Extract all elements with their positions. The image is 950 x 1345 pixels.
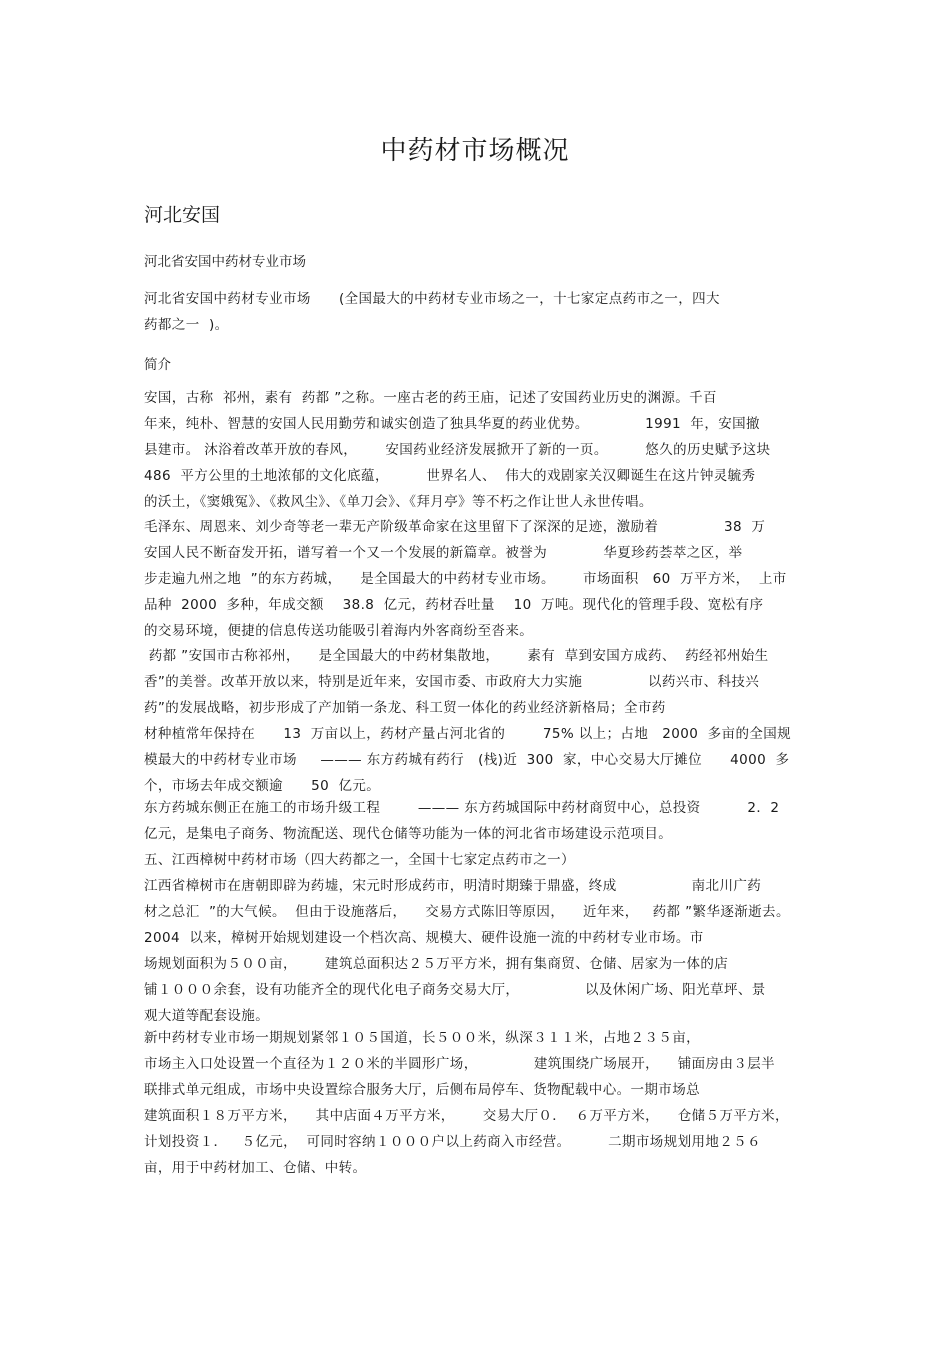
text-line: 模最大的中药材专业市场 ——— 东方药城有药行 (栈)近 300 家，中心交易大厅摊位 4000 多 xyxy=(144,752,790,768)
text-line: 材之总汇 ”的大气候。 但由于设施落后， 交易方式陈旧等原因， 近年来， 药都 ”繁华逐渐逝去。 xyxy=(144,904,790,920)
text-line: 的交易环境，便捷的信息传送功能吸引着海内外客商纷至沓来。 xyxy=(144,623,534,639)
text-line: 东方药城东侧正在施工的市场升级工程 ——— 东方药城国际中药材商贸中心，总投资 2．2 xyxy=(144,800,780,816)
section-heading: 河北安国 xyxy=(144,204,221,226)
text-line: 亿元，是集电子商务、物流配送、现代仓储等功能为一体的河北省市场建设示范项目。 xyxy=(144,826,673,842)
intro-label: 简介 xyxy=(144,357,171,373)
text-line: 2004 以来，樟树开始规划建设一个档次高、规模大、硬件设施一流的中药材专业市场。市 xyxy=(144,930,704,946)
text-line: 五、江西樟树中药材市场（四大药都之一，全国十七家定点药市之一） xyxy=(144,852,575,868)
text-line: 计划投资１． ５亿元， 可同时容纳１０００户以上药商入市经营。 二期市场规划用地２５６ xyxy=(144,1134,761,1150)
market-subtitle: 河北省安国中药材专业市场 xyxy=(144,254,306,270)
paragraph-zhangshu xyxy=(144,795,809,1029)
paragraph-history xyxy=(144,385,809,515)
intro-paragraph xyxy=(144,286,809,338)
text-line: 亩，用于中药材加工、仓储、中转。 xyxy=(144,1160,367,1176)
text-line: 步走遍九州之地 ”的东方药城， 是全国最大的中药材专业市场。 市场面积 60 万平方米， 上市 xyxy=(144,571,787,587)
text-line: 观大道等配套设施。 xyxy=(144,1008,270,1024)
text-line: 年来，纯朴、智慧的安国人民用勤劳和诚实创造了独具华夏的药业优势。 1991 年，安国撤 xyxy=(144,416,760,432)
paragraph-new-market xyxy=(144,1025,809,1181)
text-line: 江西省樟树市在唐朝即辟为药墟，宋元时形成药市，明清时期臻于鼎盛，终成 南北川广药 xyxy=(144,878,762,894)
text-line: 铺１０００余套，设有功能齐全的现代化电子商务交易大厅， 以及休闲广场、阳光草坪、景 xyxy=(144,982,766,998)
text-line: 场规划面积为５００亩， 建筑总面积达２５万平方米，拥有集商贸、仓储、居家为一体的店 xyxy=(144,956,729,972)
paragraph-market-overview xyxy=(144,514,809,644)
text-line: 香”的美誉。改革开放以来，特别是近年来，安国市委、市政府大力实施 以药兴市、科技兴 xyxy=(144,674,760,690)
text-line: 药都之一 )。 xyxy=(144,317,229,333)
text-line: 安国人民不断奋发开拓，谱写着一个又一个发展的新篇章。被誉为 华夏珍药荟萃之区，举 xyxy=(144,545,743,561)
text-line: 药”的发展战略，初步形成了产加销一条龙、科工贸一体化的药业经济新格局；全市药 xyxy=(144,700,666,716)
text-line: 河北省安国中药材专业市场 (全国最大的中药材专业市场之一，十七家定点药市之一，四大 xyxy=(144,291,720,307)
text-line: 品种 2000 多种，年成交额 38.8 亿元，药材吞吐量 10 万吨。现代化的管理手段、宽松有序 xyxy=(144,597,764,613)
text-line: 安国，古称 祁州，素有 药都 ”之称。一座古老的药王庙，记述了安国药业历史的渊源。千百 xyxy=(144,390,717,406)
text-line: 的沃土，《窦娥冤》、《救风尘》、《单刀会》、《拜月亭》等不朽之作让世人永世传唱。 xyxy=(144,494,653,510)
text-line: 药都 ”安国市古称祁州， 是全国最大的中药材集散地， 素有 草到安国方成药、 药经祁州始生 xyxy=(144,648,769,664)
text-line: 新中药材专业市场一期规划紧邻１０５国道，长５００米，纵深３１１米，占地２３５亩， xyxy=(144,1030,700,1046)
text-line: 材种植常年保持在 13 万亩以上，药材产量占河北省的 75% 以上；占地 2000 多亩的全国规 xyxy=(144,726,792,742)
text-line: 联排式单元组成，市场中央设置综合服务大厅，后侧布局停车、货物配载中心。一期市场总 xyxy=(144,1082,700,1098)
text-line: 486 平方公里的土地浓郁的文化底蕴， 世界名人、 伟大的戏剧家关汉卿诞生在这片钟灵毓秀 xyxy=(144,468,756,484)
text-line: 县建市。 沐浴着改革开放的春风， 安国药业经济发展掀开了新的一页。 悠久的历史赋予这块 xyxy=(144,442,771,458)
text-line: 毛泽东、周恩来、刘少奇等老一辈无产阶级革命家在这里留下了深深的足迹，激励着 38 万 xyxy=(144,519,766,535)
paragraph-yaodu xyxy=(144,643,809,799)
text-line: 建筑面积１８万平方米， 其中店面４万平方米， 交易大厅０． ６万平方米， 仓储５万平方米， xyxy=(144,1108,789,1124)
page-title: 中药材市场概况 xyxy=(380,136,570,166)
text-line: 市场主入口处设置一个直径为１２０米的半圆形广场， 建筑围绕广场展开， 铺面房由３层半 xyxy=(144,1056,776,1072)
text-line: 个，市场去年成交额逾 50 亿元。 xyxy=(144,778,381,794)
